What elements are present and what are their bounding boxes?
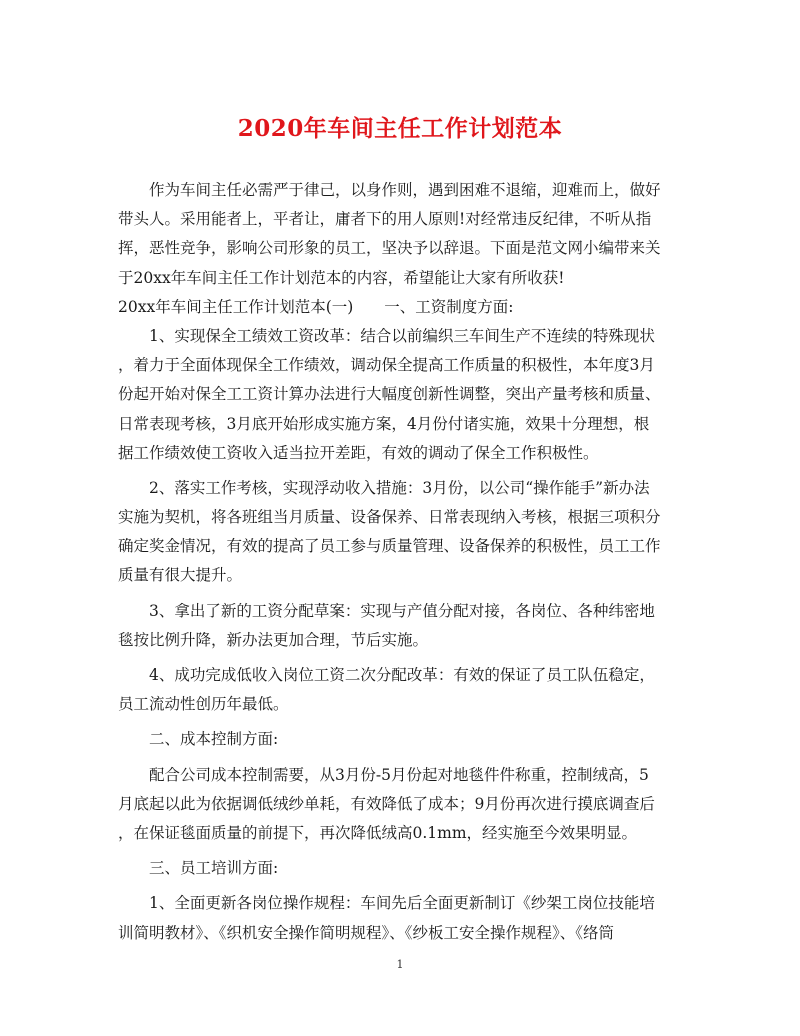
body-line: 据工作绩效使工资收入适当拉开差距，有效的调动了保全工作积极性。 <box>118 443 599 462</box>
document-body <box>118 176 688 948</box>
body-line: 员工流动性创历年最低。 <box>118 695 289 714</box>
body-line: 2、落实工作考核，实现浮动收入措施：3月份，以公司“操作能手”新办法 <box>149 478 650 497</box>
body-line: 配合公司成本控制需要，从3月份-5月份起对地毯件件称重，控制绒高，5 <box>149 765 649 784</box>
body-line: ，着力于全面体现保全工作绩效，调动保全提高工作质量的积极性，本年度3月 <box>118 356 655 375</box>
body-line: 月底起以此为依据调低绒纱单耗，有效降低了成本；9月份再次进行摸底调查后 <box>118 794 655 813</box>
body-line: 实施为契机，将各班组当月质量、设备保养、日常表现纳入考核，根据三项积分 <box>118 508 661 527</box>
section-heading: 三、员工培训方面: <box>149 859 279 878</box>
body-line: 训简明教材》、《织机安全操作简明规程》、《纱板工安全操作规程》、《络筒 <box>118 923 615 942</box>
document-title: 2020年车间主任工作计划范本 <box>237 115 563 142</box>
body-line: 质量有很大提升。 <box>118 566 243 585</box>
body-line: 4、成功完成低收入岗位工资二次分配改革：有效的保证了员工队伍稳定， <box>149 666 655 684</box>
section-heading: 二、成本控制方面: <box>149 730 279 749</box>
body-line: 带头人。采用能者上，平者让，庸者下的用人原则!对经常违反纪律，不听从指 <box>118 210 652 229</box>
body-line: 挥，恶性竞争，影响公司形象的员工，坚决予以辞退。下面是范文网小编带来关 <box>118 239 661 258</box>
body-line: 于20xx年车间主任工作计划范本的内容，希望能让大家有所收获! <box>118 268 565 287</box>
body-line: 毯按比例升降，新办法更加合理，节后实施。 <box>118 630 429 649</box>
body-line: 3、拿出了新的工资分配草案：实现与产值分配对接，各岗位、各种纬密地 <box>149 601 655 620</box>
body-line: ，在保证毯面质量的前提下，再次降低绒高0.1mm，经实施至今效果明显。 <box>118 823 638 842</box>
section-heading-line: 20xx年车间主任工作计划范本(一) 一、工资制度方面: <box>118 297 514 316</box>
page-number: 1 <box>396 958 404 971</box>
body-line: 1、实现保全工绩效工资改革：结合以前编织三车间生产不连续的特殊现状 <box>149 326 655 345</box>
body-line: 确定奖金情况，有效的提高了员工参与质量管理、设备保养的积极性，员工工作 <box>118 537 661 556</box>
body-line: 日常表现考核，3月底开始形成实施方案，4月份付诸实施，效果十分理想，根 <box>118 414 650 433</box>
body-line: 份起开始对保全工工资计算办法进行大幅度创新性调整，突出产量考核和质量、 <box>118 385 661 404</box>
body-line: 1、全面更新各岗位操作规程：车间先后全面更新制订《纱架工岗位技能培 <box>149 894 655 913</box>
body-line: 作为车间主任必需严于律己，以身作则，遇到困难不退缩，迎难而上，做好 <box>149 181 661 199</box>
